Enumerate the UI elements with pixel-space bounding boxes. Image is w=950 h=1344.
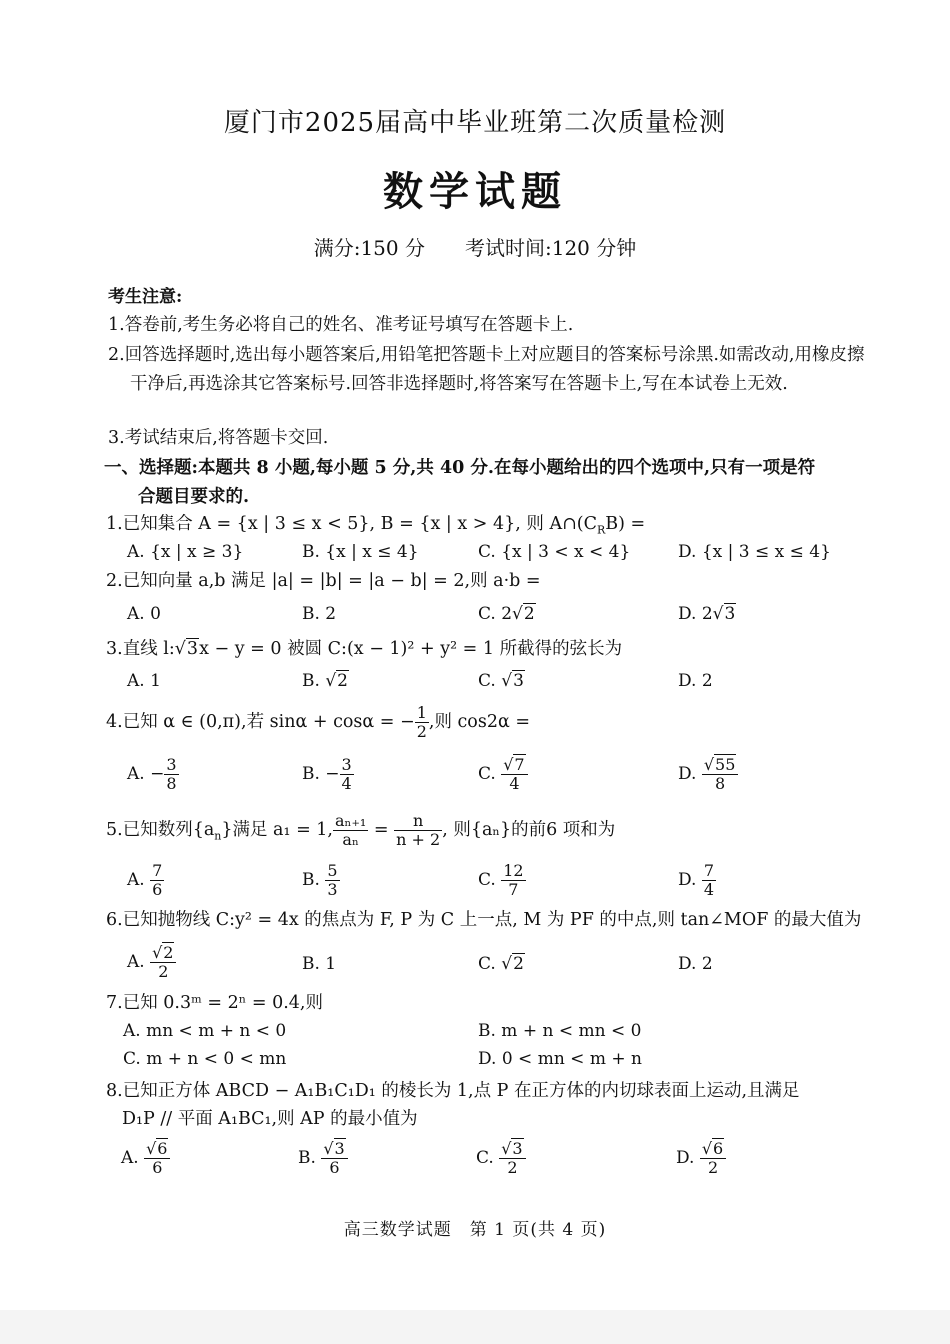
option-d: D. 2√3 <box>678 604 736 624</box>
full-score: 满分:150 分 <box>313 236 425 260</box>
notice-item-2: 2.回答选择题时,选出每小题答案后,用铅笔把答题卡上对应题目的答案标号涂黑.如需改动,用橡皮擦干净后,再选涂其它答案标号.回答非选择题时,将答案写在答题卡上,写在本试卷上无效. <box>108 345 865 394</box>
option-c: C. $\frac{12}{7}$ <box>478 861 524 899</box>
page-title: 数学试题 <box>383 168 567 215</box>
option-d: D. $\frac{√6}{2}$ <box>676 1140 726 1177</box>
option-b: B. $\frac{5}{3}$ <box>302 861 338 899</box>
section-heading-line-1: 一、选择题:本题共 8 小题,每小题 5 分,共 40 分.在每小题给出的四个选项中,只有一项是符 <box>104 458 816 478</box>
option-a: A. 1 <box>127 671 161 691</box>
option-b: B. {x | x ≤ 4} <box>302 542 419 562</box>
question-3-stem: 3.直线 l:√3x − y = 0 被圆 C:(x − 1)² + y² = 1 所截得的弦长为 <box>106 639 623 659</box>
question-2-stem: 2.已知向量 a,b 满足 |a| = |b| = |a − b| = 2,则 a·b = <box>106 571 541 591</box>
question-8-stem: 8.已知正方体 ABCD − A₁B₁C₁D₁ 的棱长为 1,点 P 在正方体的内切球表面上运动,且满足 D₁P // 平面 A₁BC₁,则 AP 的最小值为 <box>106 1081 800 1129</box>
option-b: B. m + n < mn < 0 <box>478 1021 642 1041</box>
section-heading-line-2: 合题目要求的. <box>138 486 250 507</box>
question-6-stem: 6.已知抛物线 C:y² = 4x 的焦点为 F, P 为 C 上一点, M 为 PF 的中点,则 tan∠MOF 的最大值为 <box>106 910 862 930</box>
option-a: A. mn < m + n < 0 <box>123 1021 287 1041</box>
option-d: D. 2 <box>678 954 713 974</box>
option-d: D. 0 < mn < m + n <box>478 1049 642 1069</box>
exam-time: 考试时间:120 分钟 <box>465 236 637 260</box>
exam-meta <box>0 232 950 261</box>
option-c: C. $\frac{√3}{2}$ <box>476 1140 526 1177</box>
option-a: A. $\frac{√2}{2}$ <box>127 944 176 981</box>
option-b: B. √2 <box>302 671 348 691</box>
option-a: A. $\frac{7}{6}$ <box>127 861 163 899</box>
option-b: B. 1 <box>302 954 337 974</box>
section-heading <box>104 454 864 511</box>
option-d: D. {x | 3 ≤ x ≤ 4} <box>678 542 831 562</box>
option-d: D. 2 <box>678 671 713 691</box>
footer-subject: 高三数学试题 <box>343 1220 452 1240</box>
page-footer <box>0 1215 950 1240</box>
option-c: C. $\frac{√7}{4}$ <box>478 756 528 793</box>
option-b: B. 2 <box>302 604 337 624</box>
option-c: C. √3 <box>478 671 524 691</box>
option-c: C. m + n < 0 < mn <box>123 1049 287 1069</box>
footer-page-number: 第 1 页(共 4 页) <box>469 1220 607 1240</box>
scan-edge <box>0 1310 950 1344</box>
question-5-stem: 5.已知数列$\{a_n\}$满足 a₁ = 1, $\frac{\text{aₙ₊₁}}{\text{aₙ}}$ = $\frac{n}{n + 2}$ , 则{aₙ}的前6 项和为 <box>106 811 616 849</box>
notice-item-1: 1.答卷前,考生务必将自己的姓名、准考证号填写在答题卡上. <box>108 315 574 335</box>
option-d: D. $\frac{√55}{8}$ <box>678 756 738 793</box>
option-a: A. − $\frac{3}{8}$ <box>127 755 177 793</box>
option-a: A. 0 <box>127 604 161 624</box>
option-d: D. $\frac{7}{4}$ <box>678 861 715 899</box>
question-1-stem: 1.已知集合 A = {x | 3 ≤ x < 5}, B = {x | x > 4}, 则 $A\cap(C_RB)$ = <box>106 514 646 537</box>
option-c: C. {x | 3 < x < 4} <box>478 542 631 562</box>
option-b: B. $\frac{√3}{6}$ <box>298 1140 348 1177</box>
option-c: C. √2 <box>478 954 524 974</box>
notice-item-3: 3.考试结束后,将答题卡交回. <box>108 428 329 448</box>
exam-header-line: 厦门市2025届高中毕业班第二次质量检测 <box>223 108 727 138</box>
option-c: C. 2√2 <box>478 604 535 624</box>
question-4-stem: 4.已知 α ∈ (0,π),若 sinα + cosα = − $\frac{1}{2}$ ,则 cos2α = <box>106 703 530 741</box>
notice-title: 考生注意: <box>108 287 183 307</box>
option-a: A. $\frac{√6}{6}$ <box>121 1140 170 1177</box>
question-7-stem: 7.已知 0.3ᵐ = 2ⁿ = 0.4,则 <box>106 993 323 1013</box>
option-a: A. {x | x ≥ 3} <box>127 542 244 562</box>
option-b: B. − $\frac{3}{4}$ <box>302 755 352 793</box>
